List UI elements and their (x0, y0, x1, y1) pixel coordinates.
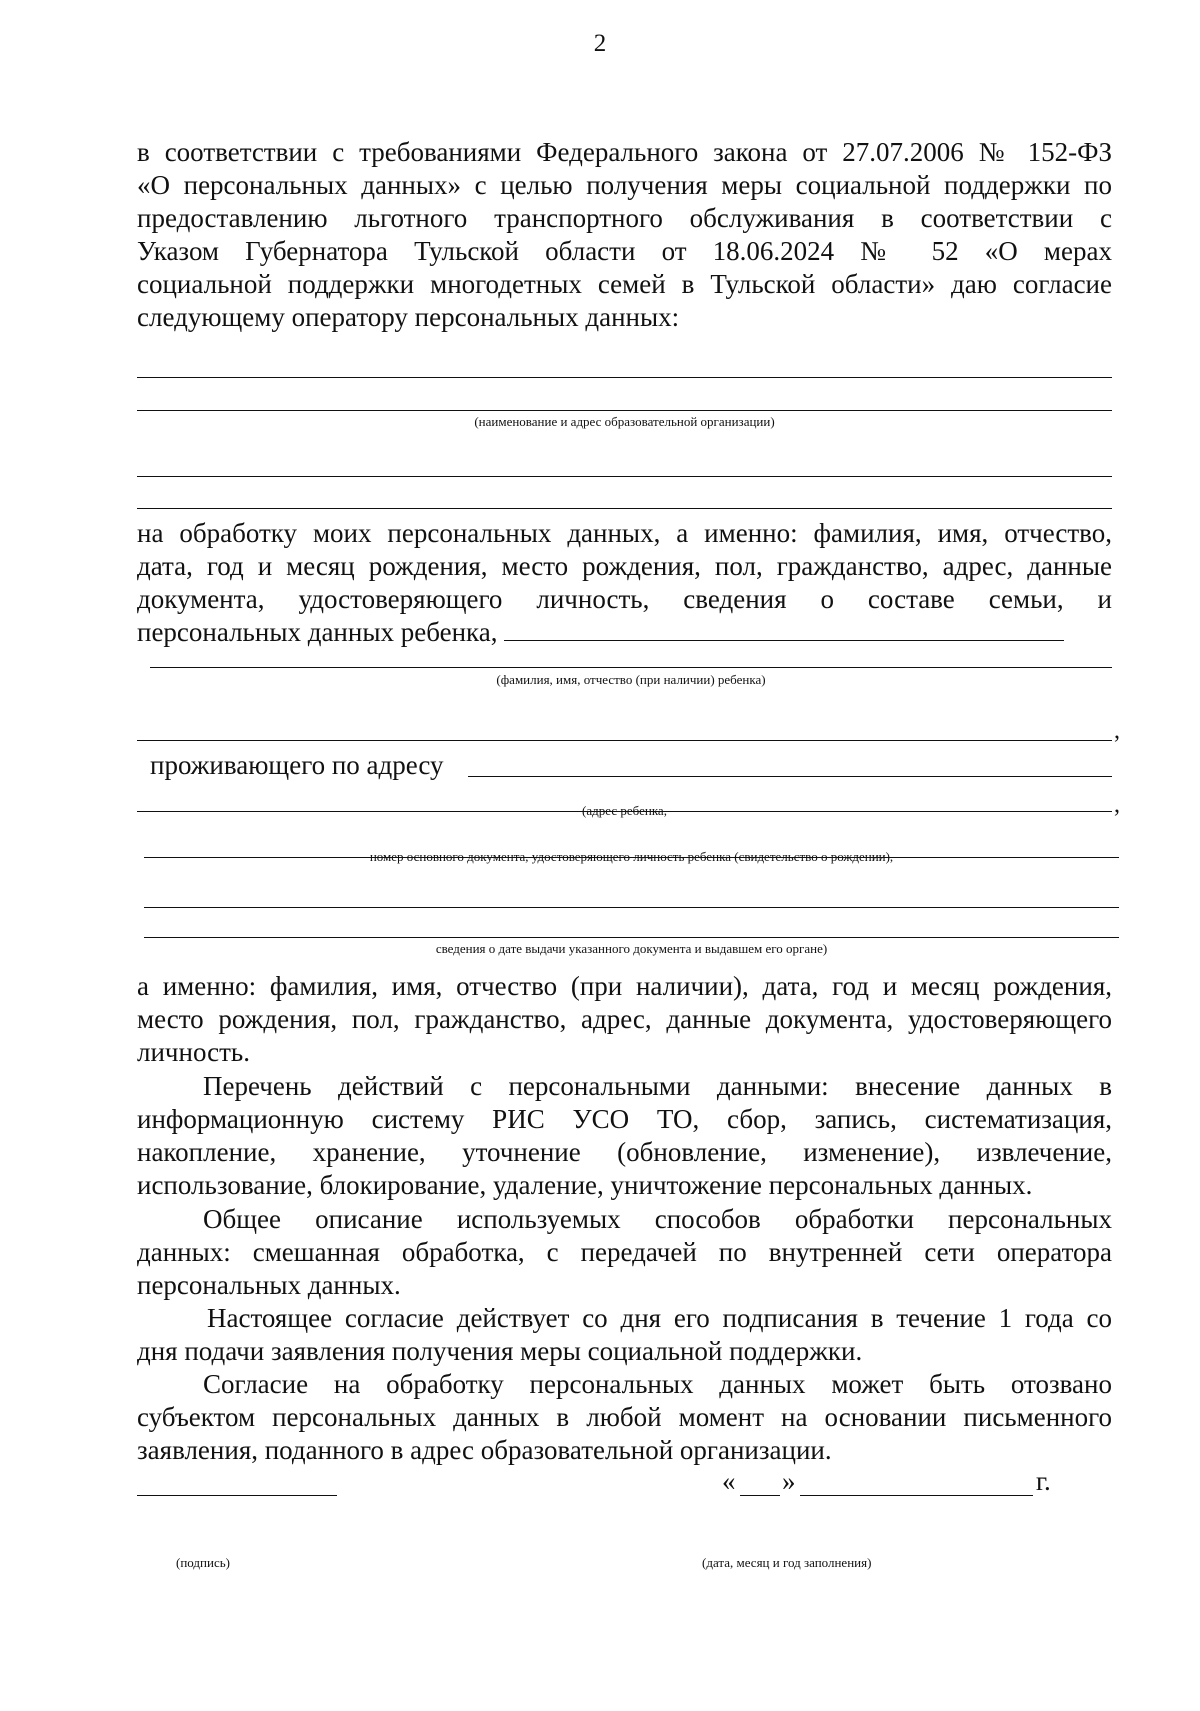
date-caption: (дата, месяц и год заполнения) (702, 1555, 872, 1570)
date-day-blank[interactable] (740, 1495, 780, 1496)
comma: , (1114, 718, 1120, 744)
child-address-caption: (адрес ребенка, (582, 803, 667, 818)
methods-line: данных: смешанная обработка, с передачей по внутренней сети оператора (137, 1237, 1112, 1267)
data-list-line: а именно: фамилия, имя, отчество (при наличии), дата, год и месяц рождения, (137, 971, 1112, 1001)
intro-line: социальной поддержки многодетных семей в Тульской области» даю согласие (137, 269, 1112, 299)
intro-line: в соответствии с требованиями Федерального закона от 27.07.2006 № 152-ФЗ (137, 137, 1112, 167)
operator-blank-line-4[interactable] (137, 508, 1112, 509)
intro-line: следующему оператору персональных данных: (137, 302, 680, 332)
signature-blank-line[interactable] (137, 1495, 337, 1496)
operator-caption: (наименование и адрес образовательной организации) (474, 414, 775, 429)
year-suffix: г. (1036, 1466, 1051, 1496)
actions-paragraph (137, 1070, 1112, 1202)
document-issue-blank-line-1[interactable] (144, 907, 1119, 908)
actions-line: информационную систему РИС УСО ТО, сбор, запись, систематизация, (137, 1104, 1112, 1134)
operator-blank-line-3[interactable] (137, 476, 1112, 477)
processing-line: документа, удостоверяющего личность, сведения о составе семьи, и (137, 584, 1112, 614)
revocation-line: субъектом персональных данных в любой момент на основании письменного (137, 1402, 1112, 1432)
processing-line-last (137, 616, 1112, 649)
processing-paragraph (137, 517, 1112, 649)
methods-line: Общее описание используемых способов обработки персональных (203, 1204, 1112, 1234)
revocation-line: Согласие на обработку персональных данных может быть отозвано (203, 1369, 1112, 1399)
methods-line: персональных данных. (137, 1270, 401, 1300)
intro-line: «О персональных данных» с целью получения меры социальной поддержки по (137, 170, 1112, 200)
methods-paragraph (137, 1203, 1112, 1302)
validity-paragraph (137, 1302, 1112, 1368)
data-list-line: личность. (137, 1037, 250, 1067)
document-issue-caption: сведения о дате выдачи указанного документа и выдавшем его органе) (435, 941, 828, 956)
actions-line: Перечень действий с персональными данными: внесение данных в (203, 1071, 1112, 1101)
processing-line: на обработку моих персональных данных, а именно: фамилия, имя, отчество, (137, 518, 1112, 548)
processing-last-text: персональных данных ребенка, (137, 617, 498, 647)
date-month-year-blank[interactable] (800, 1495, 1033, 1496)
page-number: 2 (593, 30, 607, 57)
actions-line: использование, блокирование, удаление, уничтожение персональных данных. (137, 1170, 1033, 1200)
data-list-paragraph (137, 970, 1112, 1069)
operator-blank-line-1[interactable] (137, 377, 1112, 378)
child-name-blank-line-2[interactable] (137, 740, 1112, 741)
document-issue-blank-line-2[interactable] (144, 937, 1119, 938)
revocation-paragraph (137, 1368, 1112, 1467)
child-name-inline-blank[interactable] (504, 620, 1064, 641)
intro-line: предоставлению льготного транспортного обслуживания в соответствии с (137, 203, 1112, 233)
processing-line: дата, год и месяц рождения, место рождения, пол, гражданство, адрес, данные (137, 551, 1112, 581)
date-open-quote: « (722, 1466, 736, 1496)
comma: , (1114, 792, 1120, 818)
actions-line: накопление, хранение, уточнение (обновление, изменение), извлечение, (137, 1137, 1112, 1167)
revocation-line: заявления, поданного в адрес образовательной организации. (137, 1435, 832, 1465)
address-blank-line[interactable] (468, 776, 1112, 777)
date-close-quote: » (782, 1466, 796, 1496)
operator-blank-line-2[interactable] (137, 410, 1112, 411)
child-name-blank-line[interactable] (150, 667, 1112, 668)
child-document-caption: номер основного документа, удостоверяющего личность ребенка (свидетельство о рождении), (369, 849, 894, 864)
intro-line: Указом Губернатора Тульской области от 18.06.2024 № 52 «О мерах (137, 236, 1112, 266)
data-list-line: место рождения, пол, гражданство, адрес, данные документа, удостоверяющего (137, 1004, 1112, 1034)
intro-paragraph (137, 136, 1112, 334)
validity-line: Настоящее согласие действует со дня его подписания в течение 1 года со (207, 1303, 1112, 1333)
child-name-caption: (фамилия, имя, отчество (при наличии) ребенка) (496, 672, 766, 687)
signature-caption: (подпись) (176, 1555, 230, 1570)
validity-line: дня подачи заявления получения меры социальной поддержки. (137, 1336, 863, 1366)
residing-label: проживающего по адресу (150, 750, 444, 780)
